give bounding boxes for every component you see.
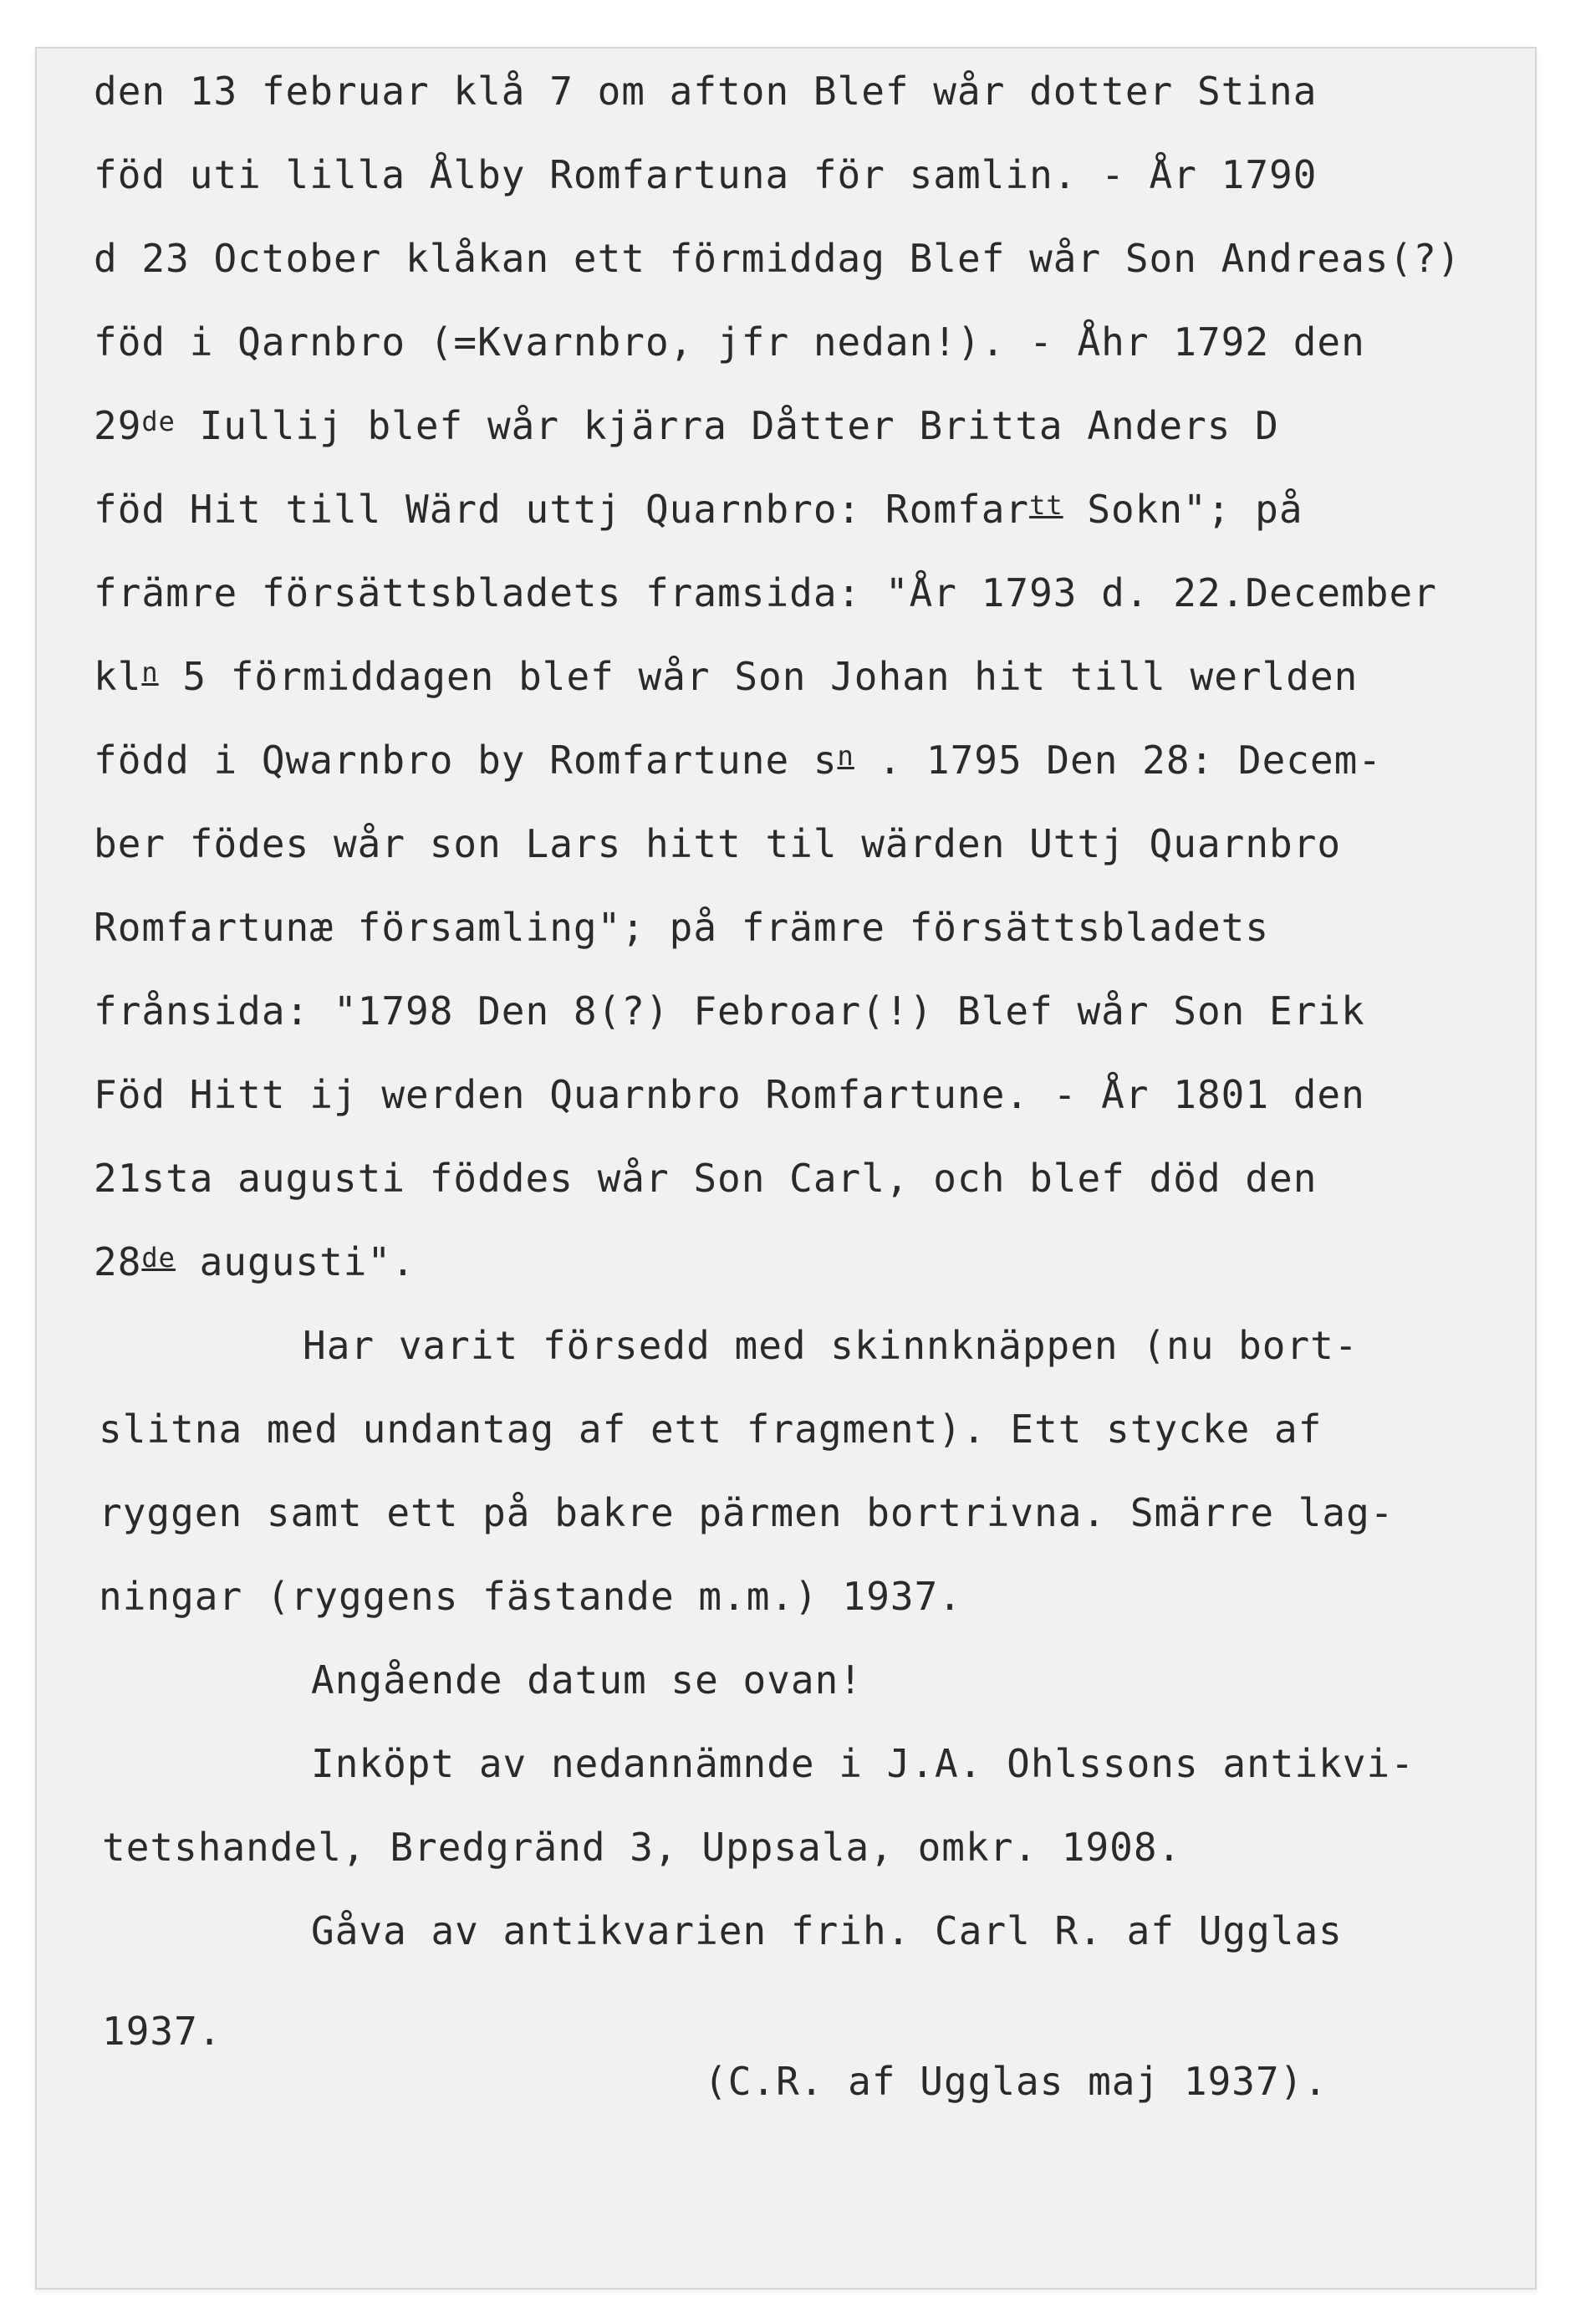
text-line: 28de augusti". (94, 1239, 416, 1284)
superscript: de (141, 406, 176, 437)
document-card (35, 47, 1537, 2290)
text-line: Romfartunæ församling"; på främre försättsbladets (94, 905, 1270, 950)
text-line: föd i Qarnbro (=Kvarnbro, jfr nedan!). - Åhr 1792 den (94, 319, 1365, 365)
text-line: den 13 februar klå 7 om afton Blef wår dotter Stina (94, 69, 1318, 114)
text-line: född i Qwarnbro by Romfartune $s^n$ . 1795 Den 28: Decem- (94, 738, 1383, 783)
text-line: Inköpt av nedannämnde i J.A. Ohlssons antikvi- (311, 1741, 1415, 1786)
text-line: främre försättsbladets framsida: "År 1793 d. 22.December (94, 570, 1437, 615)
text-line: ningar (ryggens fästande m.m.) 1937. (99, 1574, 962, 1619)
superscript: n (141, 656, 159, 688)
text-line: ryggen samt ett på bakre pärmen bortrivna. Smärre lag- (99, 1490, 1395, 1535)
superscript: de (141, 1242, 176, 1274)
text-line: föd Hit till Wärd uttj Quarnbro: Romfar$^{tt}$ Sokn"; på (94, 487, 1303, 532)
text-line: Föd Hitt ij werden Quarnbro Romfartune. - År 1801 den (94, 1072, 1365, 1117)
text-line: tetshandel, Bredgränd 3, Uppsala, omkr. 1908. (102, 1825, 1182, 1870)
text-line: ber födes wår son Lars hitt til wärden Uttj Quarnbro (94, 821, 1342, 866)
signature-line: (C.R. af Ugglas maj 1937). (704, 2059, 1328, 2104)
text-line: d 23 October klåkan ett förmiddag Blef wår Son Andreas(?) (94, 236, 1461, 281)
text-line: 29de Iullij blef wår kjärra Dåtter Britta Anders D (94, 403, 1279, 448)
superscript: tt (1029, 489, 1063, 521)
text-line: Angående datum se ovan! (311, 1657, 863, 1703)
text-line: Gåva av antikvarien frih. Carl R. af Ugglas (311, 1908, 1343, 1953)
text-line: Har varit försedd med skinnknäppen (nu bort- (303, 1323, 1359, 1368)
text-line: 21sta augusti föddes wår Son Carl, och blef död den (94, 1156, 1318, 1201)
text-line: frånsida: "1798 Den 8(?) Febroar(!) Blef wår Son Erik (94, 988, 1365, 1034)
superscript: n (837, 740, 854, 772)
text-line: 1937. (102, 2009, 222, 2054)
text-line: $kl^n$ 5 förmiddagen blef wår Son Johan hit till werlden (94, 654, 1359, 699)
text-line: slitna med undantag af ett fragment). Ett stycke af (99, 1407, 1323, 1452)
text-line: föd uti lilla Ålby Romfartuna för samlin. - År 1790 (94, 152, 1318, 197)
